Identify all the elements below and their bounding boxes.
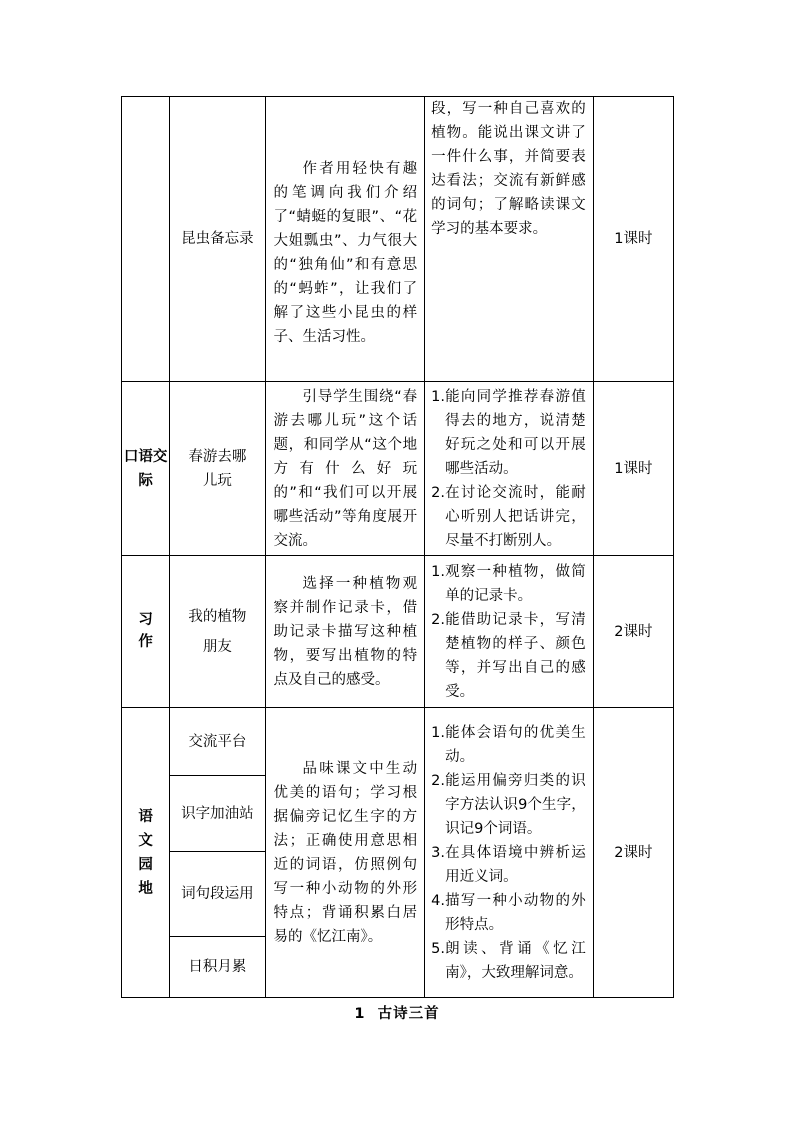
goal-number: 1.: [431, 388, 445, 405]
goal-text: 能运用偏旁归类的识字方法认识9个生字，识记9个词语。: [445, 772, 586, 837]
lesson-title-cell: [170, 556, 265, 708]
lesson-goal-text: 段，写一种自己喜欢的植物。能说出课文讲了一件什么事，并简要表达看法；交流有新鲜感的词句；了解略读课文学习的基本要求。: [431, 101, 586, 237]
goal-text: 在具体语境中辨析运用近义词。: [445, 844, 586, 885]
goal-text: 观察一种植物，做简单的记录卡。: [445, 563, 586, 604]
lesson-content: 作者用轻快有趣的笔调向我们介绍了“蜻蜓的复眼”、“花大姐瓢虫”、力气很大的“独角仙”和有意思的“蚂蚱”，让我们了解了这些小昆虫的样子、生活习性。: [273, 161, 418, 345]
table-row: [122, 556, 674, 708]
goal-text: 能体会语句的优美生动。: [445, 724, 586, 765]
unit-type-label: 口语交际: [123, 448, 168, 489]
lesson-title: 春游去哪儿玩: [188, 448, 247, 489]
unit-type-cell: [122, 708, 170, 998]
table-row: [122, 708, 674, 776]
lesson-hours: 1课时: [593, 97, 673, 382]
subtitle-cell: [170, 937, 265, 998]
goal-list: [425, 721, 593, 985]
goal-item: [431, 385, 586, 481]
subtitle-character-station: 识字加油站: [181, 805, 254, 822]
goal-number: 1.: [431, 563, 445, 580]
table-row: [122, 97, 674, 382]
goal-item: [431, 608, 586, 704]
goal-item: [431, 721, 586, 769]
goal-item: [431, 560, 586, 608]
lesson-hours: 1课时: [593, 382, 673, 556]
goal-text: 在讨论交流时，能耐心听别人把话讲完，尽量不打断别人。: [445, 484, 586, 549]
subtitle-exchange-platform: 交流平台: [188, 733, 247, 750]
lesson-hours: 2课时: [593, 708, 673, 998]
teaching-plan-table: [121, 96, 674, 998]
unit-type-cell: [122, 556, 170, 708]
goal-list: [425, 385, 593, 553]
subtitle-cell: [170, 708, 265, 776]
lesson-goals-cell: [425, 708, 594, 998]
goal-item: [431, 937, 586, 985]
lesson-content-cell: [265, 382, 425, 556]
lesson-title: 昆虫备忘录: [181, 231, 254, 247]
lesson-title-cell: [170, 382, 265, 556]
goal-text: 描写一种小动物的外形特点。: [445, 892, 586, 933]
goal-item: [431, 769, 586, 841]
subtitle-daily-accumulation: 日积月累: [188, 959, 247, 975]
lesson-hours: 2课时: [593, 556, 673, 708]
lesson-content: 引导学生围绕“春游去哪儿玩”这个话题，和同学从“这个地方有什么好玩的”和“我们可以开展哪些活动”等角度展开交流。: [273, 388, 418, 549]
lesson-content-cell: [265, 97, 425, 382]
lesson-content-cell: [265, 556, 425, 708]
unit-type-cell: [122, 97, 170, 382]
goal-text: 能向同学推荐春游值得去的地方，说清楚好玩之处和可以开展哪些活动。: [445, 388, 586, 477]
goal-number: 3.: [431, 844, 445, 861]
lesson-goals-cell: [425, 382, 594, 556]
unit-type-label: 习作: [138, 612, 153, 650]
lesson-content-cell: [265, 708, 425, 998]
subtitle-cell: [170, 776, 265, 852]
lesson-content: 品味课文中生动优美的语句；学习根据偏旁记忆生字的方法；正确使用意思相近的词语，仿照例句写一种小动物的外形特点；背诵积累白居易的《忆江南》。: [273, 760, 418, 945]
goal-text: 朗读、背诵《忆江南》，大致理解词意。: [445, 940, 586, 981]
subtitle-sentence-practice: 词句段运用: [181, 886, 254, 902]
unit-type-cell: [122, 382, 170, 556]
goal-item: [431, 481, 586, 553]
goal-item: [431, 841, 586, 889]
lesson-title: 我的植物朋友: [188, 608, 247, 655]
lesson-goals-cell: [425, 97, 594, 382]
goal-number: 1.: [431, 724, 445, 741]
lesson-title-cell: [170, 97, 265, 382]
goal-text: 能借助记录卡，写清楚植物的样子、颜色等，并写出自己的感受。: [445, 611, 586, 700]
goal-number: 5.: [431, 940, 445, 957]
table-row: [122, 382, 674, 556]
goal-item: [431, 889, 586, 937]
subtitle-cell: [170, 852, 265, 937]
unit-type-label: 语文园地: [138, 808, 153, 897]
next-lesson-heading: 1 古诗三首: [354, 1006, 440, 1022]
goal-number: 2.: [431, 484, 445, 501]
goal-number: 2.: [431, 611, 445, 628]
goal-number: 2.: [431, 772, 445, 789]
lesson-content: 选择一种植物观察并制作记录卡，借助记录卡描写这种植物，要写出植物的特点及自己的感受。: [273, 575, 418, 688]
goal-number: 4.: [431, 892, 445, 909]
lesson-goals-cell: [425, 556, 594, 708]
goal-list: [425, 560, 593, 704]
